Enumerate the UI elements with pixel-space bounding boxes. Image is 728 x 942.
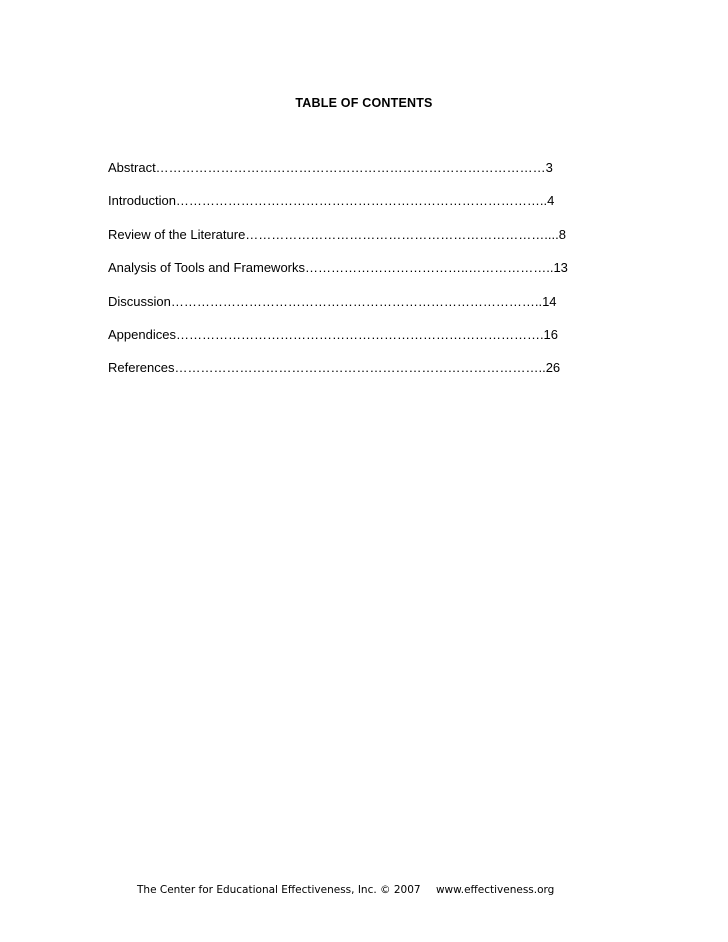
toc-entry-introduction: Introduction…………………………………………………………………………..4: [108, 193, 555, 209]
toc-title: TABLE OF CONTENTS: [295, 96, 433, 110]
toc-entry-abstract: Abstract………………………………………………………………………………3: [108, 160, 553, 175]
toc-entry-references: References…………………………………………………………………………..26: [108, 360, 561, 376]
toc-list: [108, 158, 606, 392]
footer-website: www.effectiveness.org: [435, 884, 555, 896]
page-footer: [137, 884, 554, 896]
toc-entry-analysis: Analysis of Tools and Frameworks………………………………..………………..13: [108, 260, 568, 276]
footer-copyright: The Center for Educational Effectiveness, Inc. © 2007: [137, 884, 421, 896]
toc-entry-literature-review: Review of the Literature……………………………………………………………....8: [108, 226, 566, 242]
toc-entry-appendices: Appendices………………………………………………………………………….16: [108, 326, 559, 342]
toc-entry-discussion: Discussion…………………………………………………………………………..14: [108, 293, 557, 309]
